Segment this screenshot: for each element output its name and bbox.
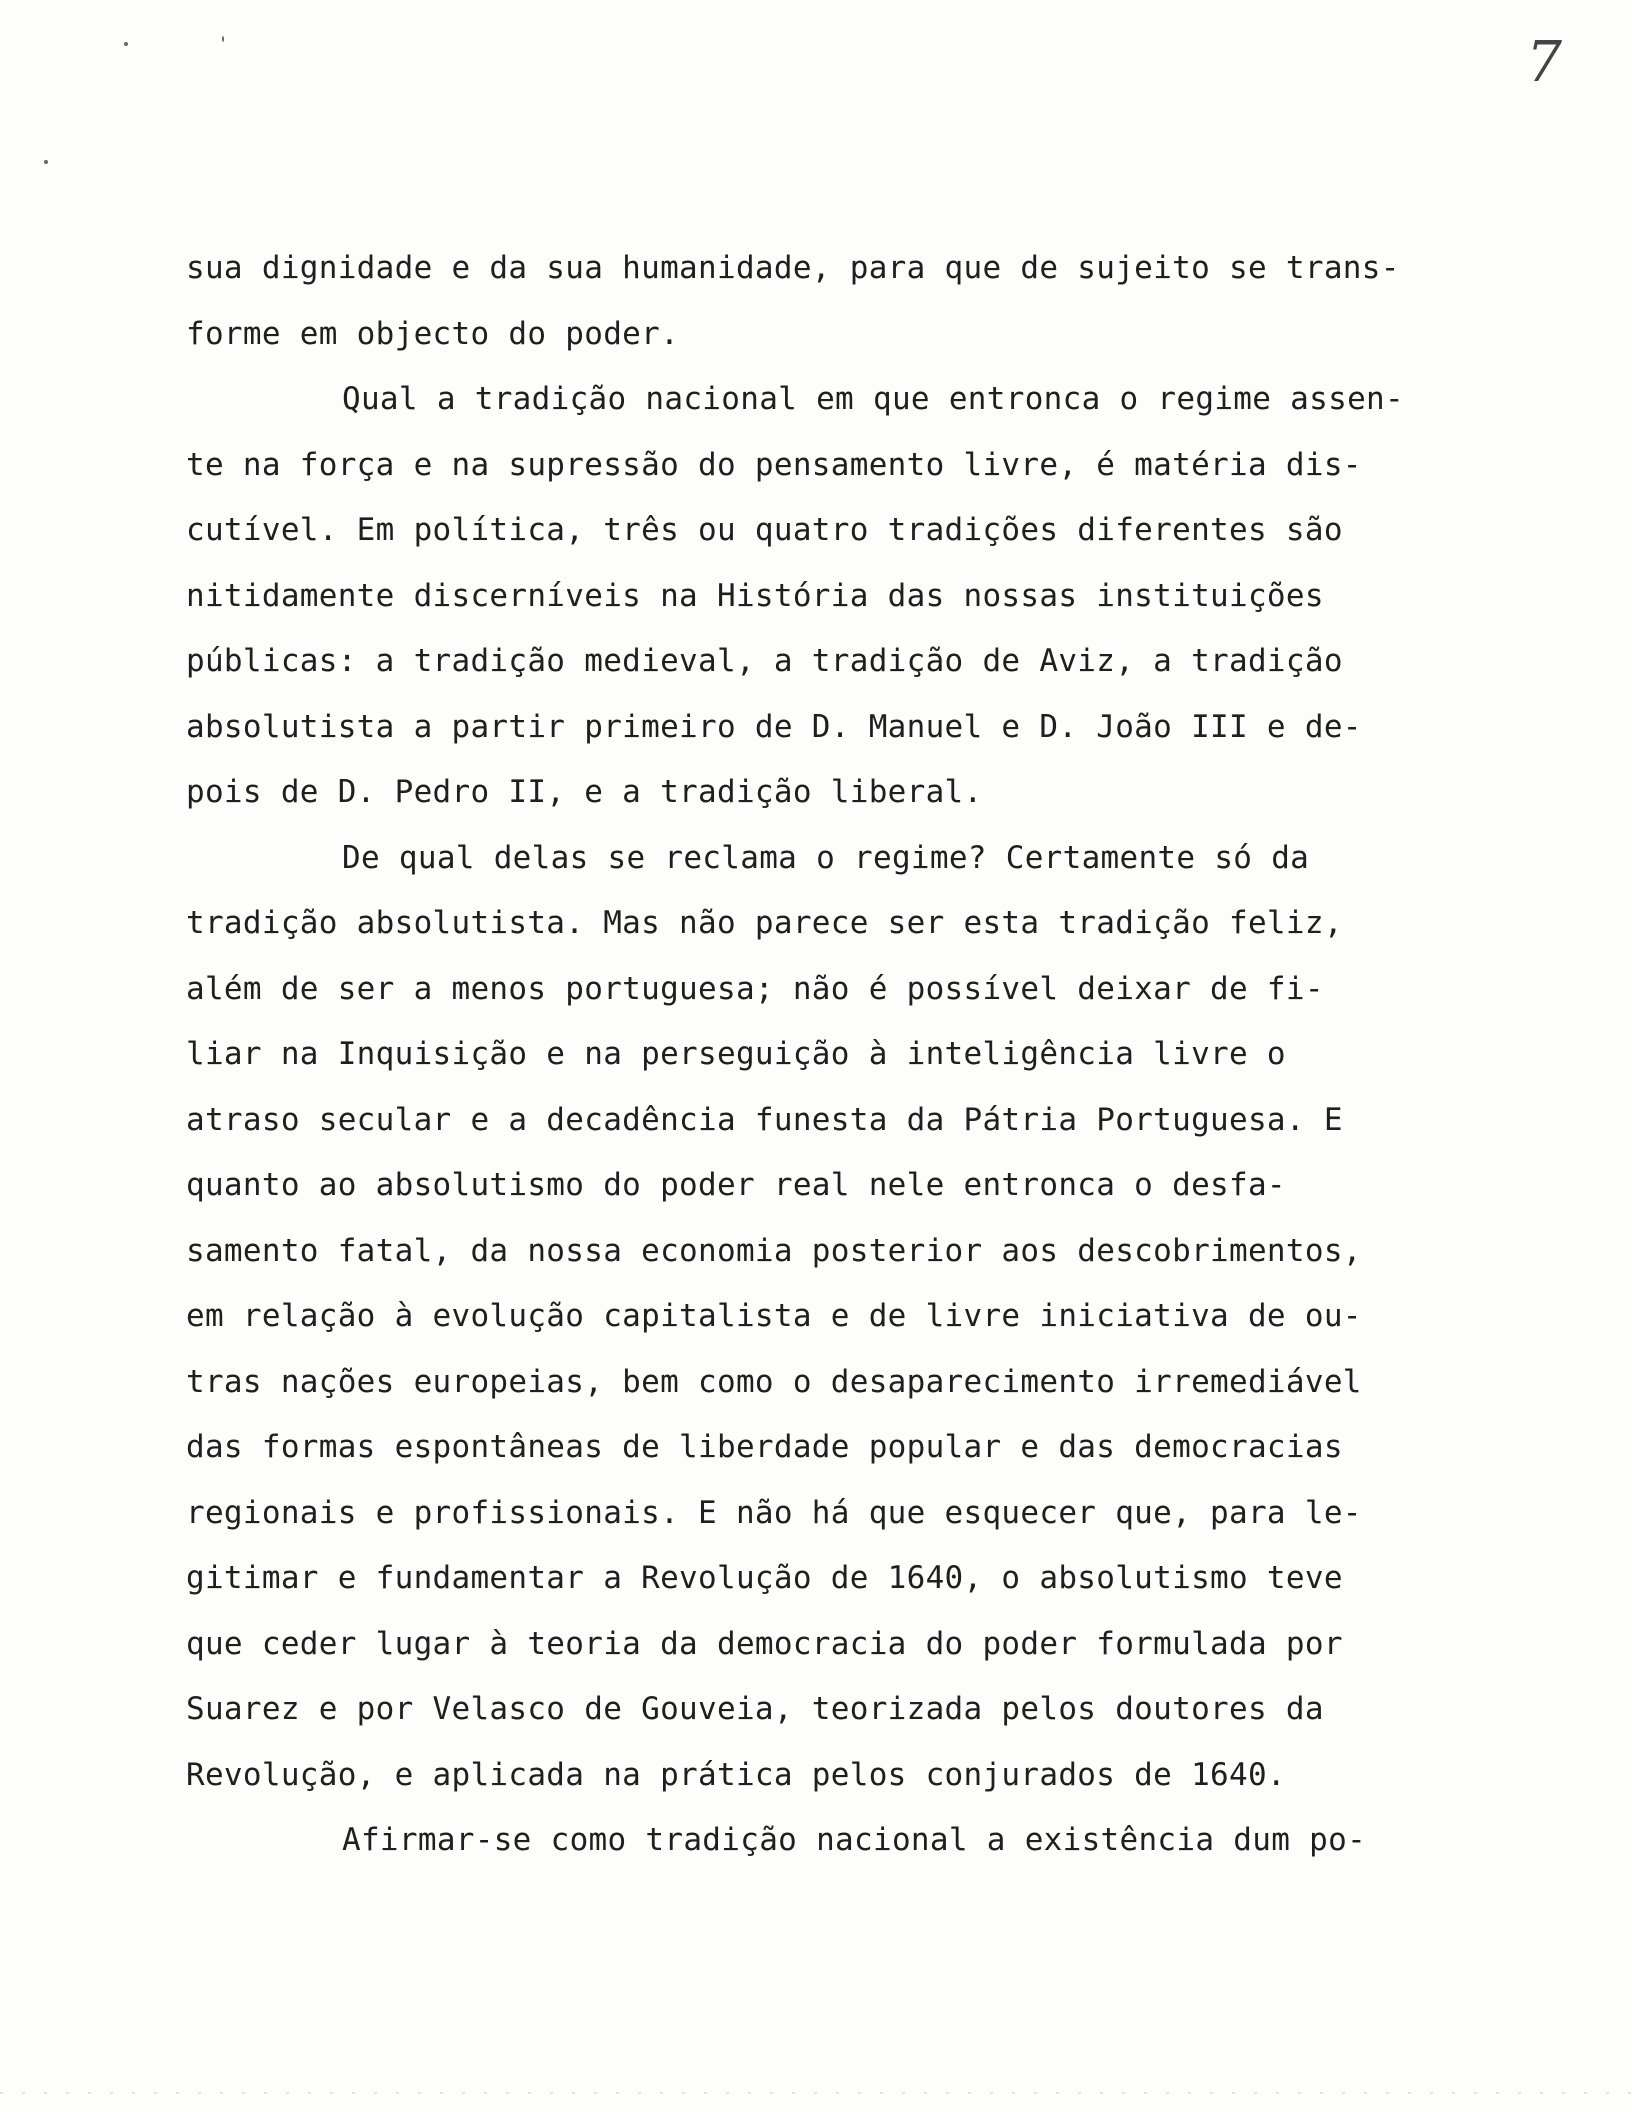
text-line: tras nações europeias, bem como o desaparecimento irremediável xyxy=(186,1363,1362,1400)
text-line: em relação à evolução capitalista e de livre iniciativa de ou- xyxy=(186,1298,1362,1334)
paper-speck xyxy=(44,160,48,164)
text-line: Suarez e por Velasco de Gouveia, teorizada pelos doutores da xyxy=(186,1691,1324,1727)
text-line: pois de D. Pedro II, e a tradição liberal. xyxy=(186,774,983,810)
text-line: públicas: a tradição medieval, a tradição de Aviz, a tradição xyxy=(186,643,1343,679)
text-line: que ceder lugar à teoria da democracia do poder formulada por xyxy=(186,1625,1343,1662)
text-line: cutível. Em política, três ou quatro tradições diferentes são xyxy=(186,512,1343,548)
paper-speck xyxy=(124,42,128,46)
text-line: das formas espontâneas de liberdade popular e das democracias xyxy=(186,1429,1343,1465)
text-line: tradição absolutista. Mas não parece ser esta tradição feliz, xyxy=(186,905,1343,941)
text-line: absolutista a partir primeiro de D. Manuel e D. João III e de- xyxy=(186,708,1362,745)
text-line: além de ser a menos portuguesa; não é possível deixar de fi- xyxy=(186,970,1324,1007)
page-number: 7 xyxy=(1526,30,1562,95)
typed-text-body xyxy=(186,236,1466,1874)
text-line: samento fatal, da nossa economia posterior aos descobrimentos, xyxy=(186,1232,1362,1269)
scan-edge-noise xyxy=(0,2092,1632,2094)
text-line: quanto ao absolutismo do poder real nele entronca o desfa- xyxy=(186,1167,1286,1203)
text-line: liar na Inquisição e na perseguição à inteligência livre o xyxy=(186,1036,1286,1072)
text-line: forme em objecto do poder. xyxy=(186,315,680,352)
text-line: atraso secular e a decadência funesta da Pátria Portuguesa. E xyxy=(186,1101,1343,1138)
text-line: regionais e profissionais. E não há que esquecer que, para le- xyxy=(186,1494,1362,1531)
text-line: Revolução, e aplicada na prática pelos conjurados de 1640. xyxy=(186,1756,1286,1793)
text-line: gitimar e fundamentar a Revolução de 1640, o absolutismo teve xyxy=(186,1560,1343,1596)
text-line: sua dignidade e da sua humanidade, para que de sujeito se trans- xyxy=(186,250,1400,286)
text-line: De qual delas se reclama o regime? Certamente só da xyxy=(342,839,1310,876)
text-line: Qual a tradição nacional em que entronca o regime assen- xyxy=(342,381,1404,417)
text-line: te na força e na supressão do pensamento livre, é matéria dis- xyxy=(186,446,1362,483)
paper-speck xyxy=(222,36,224,42)
text-line: nitidamente discerníveis na História das nossas instituições xyxy=(186,577,1324,614)
text-line: Afirmar-se como tradição nacional a existência dum po- xyxy=(342,1822,1367,1858)
